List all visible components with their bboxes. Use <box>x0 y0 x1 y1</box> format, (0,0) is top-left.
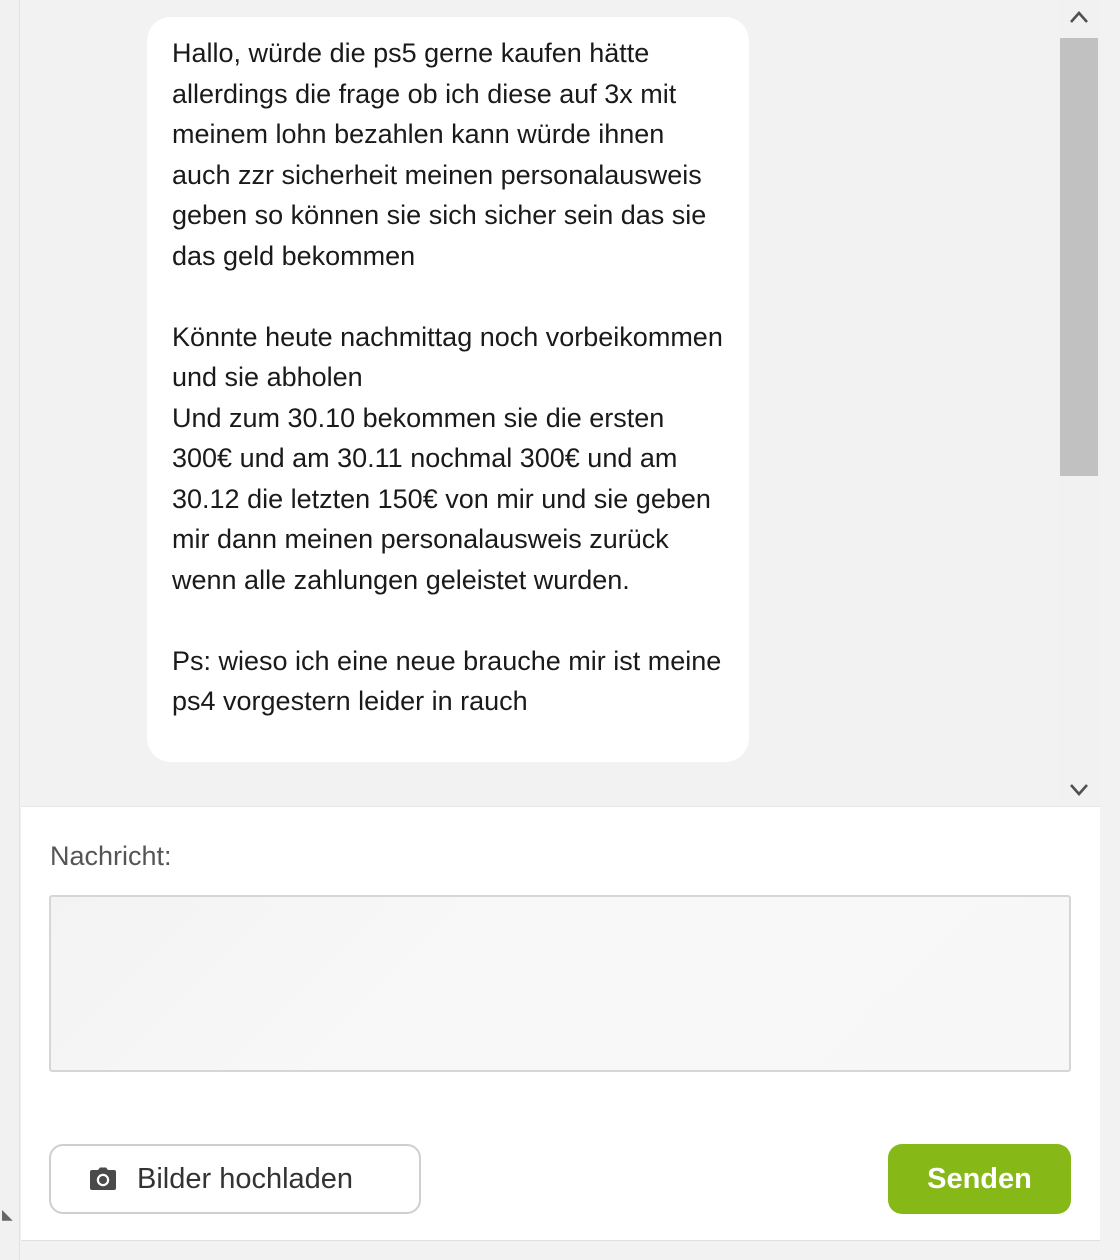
camera-icon <box>89 1167 117 1191</box>
upload-images-button[interactable] <box>49 1144 421 1214</box>
message-list <box>21 0 1058 806</box>
message-composer <box>21 806 1100 1240</box>
message-textarea[interactable] <box>49 895 1071 1072</box>
scroll-thumb[interactable] <box>1060 38 1098 476</box>
message-label: Nachricht: <box>50 841 172 871</box>
chevron-down-icon <box>1069 782 1089 796</box>
send-button[interactable]: Senden <box>888 1144 1071 1214</box>
scroll-up-button[interactable] <box>1058 0 1100 34</box>
scrollbar[interactable] <box>1058 0 1100 806</box>
left-edge <box>0 0 20 1260</box>
resize-grip-icon[interactable]: ◣ <box>2 1207 13 1223</box>
bottom-edge <box>21 1240 1100 1260</box>
scroll-down-button[interactable] <box>1058 772 1100 806</box>
upload-images-label: Bilder hochladen <box>137 1162 354 1195</box>
chevron-up-icon <box>1069 10 1089 24</box>
right-edge <box>1100 0 1120 1260</box>
message-bubble: Hallo, würde die ps5 gerne kaufen hätte allerdings die frage ob ich diese auf 3x mit meinem lohn bezahlen kann würde ihnen auch zzr sicherheit meinen personalausweis geben so können sie sich sicher sein das sie das geld bekommen Könnte heute nachmittag noch vorbeikommen und sie abholen Und zum 30.10 bekommen sie die ersten 300€ und am 30.11 nochmal 300€ und am 30.12 die letzten 150€ von mir und sie geben mir dann meinen personalausweis zurück wenn alle zahlungen geleistet wurden. Ps: wieso ich eine neue brauche mir ist meine ps4 vorgestern leider in rauch <box>147 17 749 762</box>
